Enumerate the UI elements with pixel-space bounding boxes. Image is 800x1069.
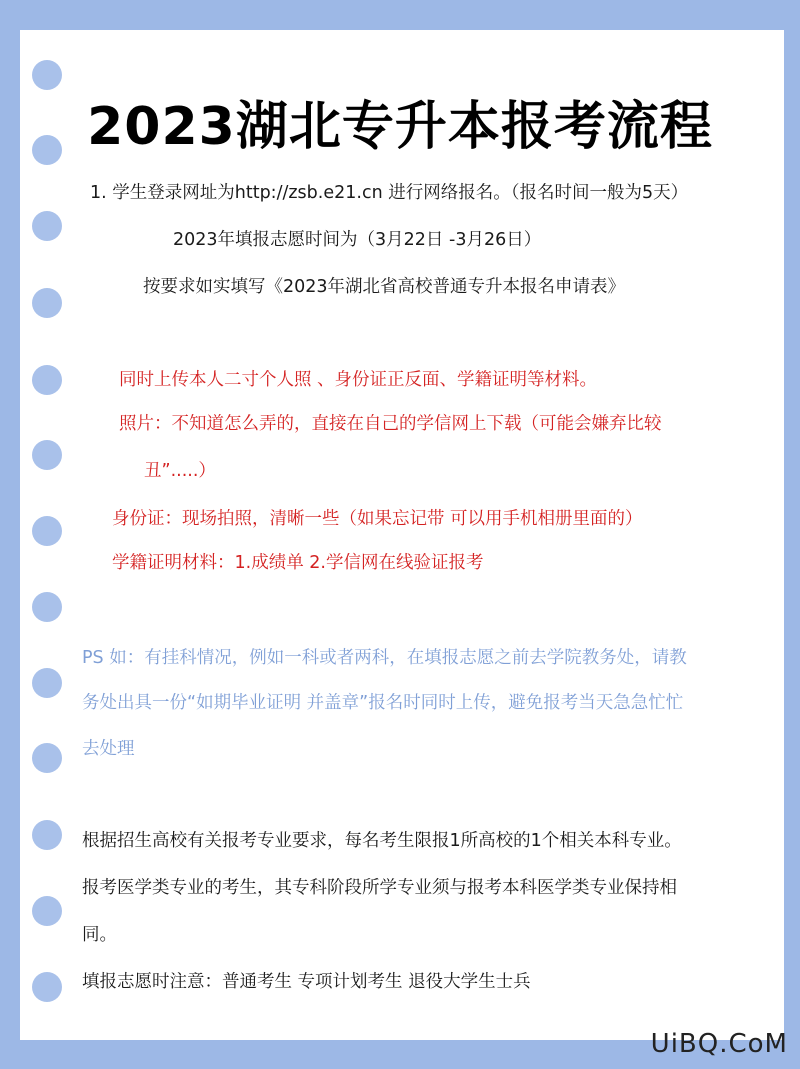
photo-note-line-cont: 丑”.....） xyxy=(144,461,216,481)
applicant-types-line: 填报志愿时注意：普通考生 专项计划考生 退役大学生士兵 xyxy=(82,972,531,992)
watermark: UiBQ.CoM xyxy=(650,1029,788,1059)
registration-step-line: 1. 学生登录网址为http://zsb.e21.cn 进行网络报名。（报名时间一般为5天） xyxy=(90,183,689,203)
binder-dot xyxy=(32,516,62,546)
medical-rule-line-cont: 同。 xyxy=(82,925,117,945)
form-instruction-line: 按要求如实填写《2023年湖北省高校普通专升本报名申请表》 xyxy=(143,277,626,297)
id-card-note-line: 身份证：现场拍照，清晰一些（如果忘记带 可以用手机相册里面的） xyxy=(112,509,643,529)
page-title: 2023湖北专升本报考流程 xyxy=(87,97,713,157)
ps-note-line: 务处出具一份“如期毕业证明 并盖章”报名时同时上传，避免报考当天急急忙忙 xyxy=(82,693,684,713)
binder-dot xyxy=(32,668,62,698)
binder-dot xyxy=(32,440,62,470)
binder-dot xyxy=(32,211,62,241)
status-proof-note-line: 学籍证明材料：1.成绩单 2.学信网在线验证报考 xyxy=(112,553,484,573)
binder-dot xyxy=(32,743,62,773)
binder-dot xyxy=(32,896,62,926)
upload-materials-line: 同时上传本人二寸个人照 、身份证正反面、学籍证明等材料。 xyxy=(119,370,598,390)
major-rule-line: 根据招生高校有关报考专业要求，每名考生限报1所高校的1个相关本科专业。 xyxy=(82,831,682,851)
application-time-line: 2023年填报志愿时间为（3月22日 -3月26日） xyxy=(173,230,542,250)
binder-dot xyxy=(32,288,62,318)
binder-dot xyxy=(32,972,62,1002)
ps-note-line: PS 如：有挂科情况，例如一科或者两科，在填报志愿之前去学院教务处，请教 xyxy=(82,648,687,668)
binder-dot xyxy=(32,592,62,622)
ps-note-line: 去处理 xyxy=(82,739,135,759)
binder-dot xyxy=(32,365,62,395)
medical-rule-line: 报考医学类专业的考生，其专科阶段所学专业须与报考本科医学类专业保持相 xyxy=(82,878,677,898)
photo-note-line: 照片：不知道怎么弄的，直接在自己的学信网上下载（可能会嫌弃比较 xyxy=(119,414,662,434)
binder-dot xyxy=(32,820,62,850)
